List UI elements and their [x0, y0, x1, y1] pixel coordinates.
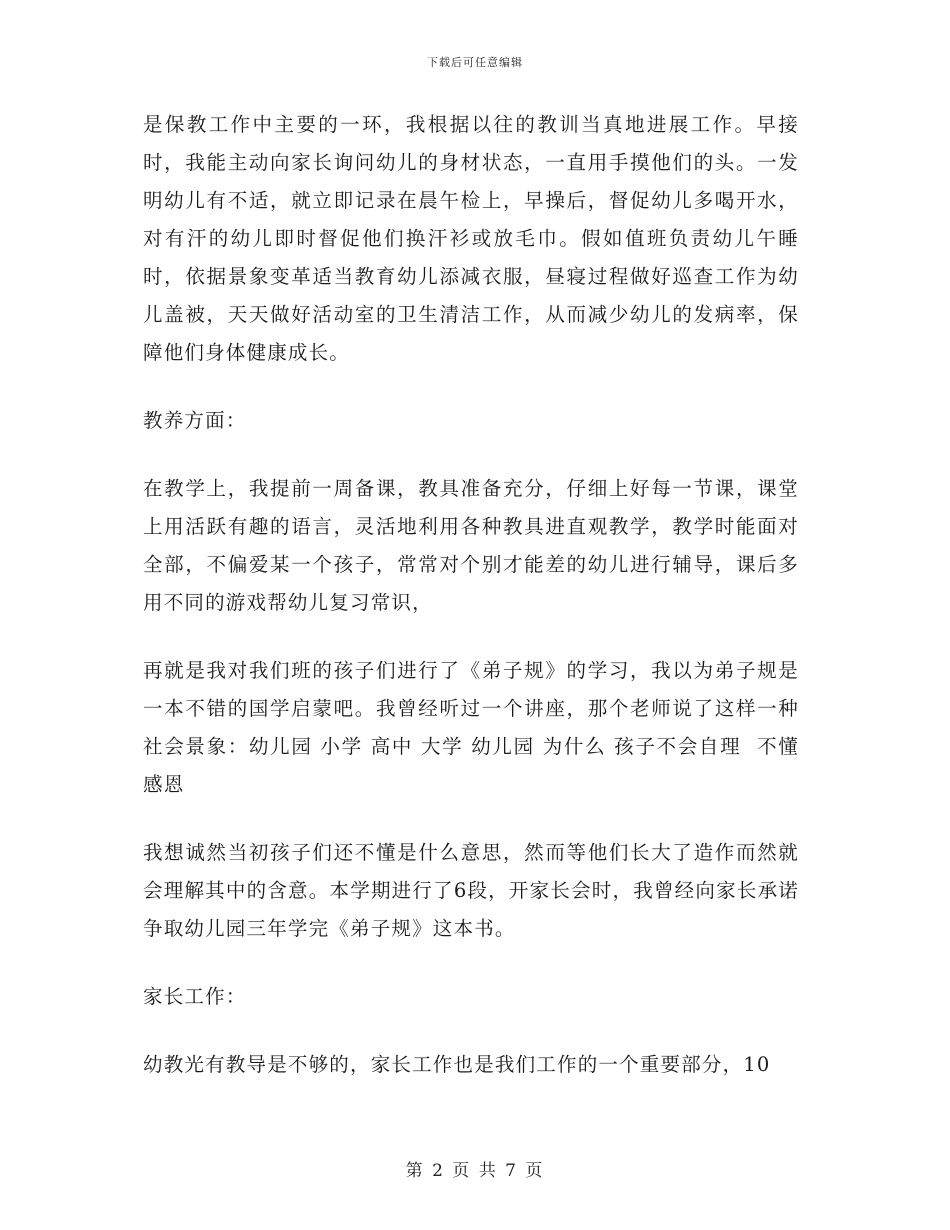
paragraph-parent-work: 幼教光有教导是不够的，家长工作也是我们工作的一个重要部分，10: [143, 1053, 771, 1076]
document-body: [143, 106, 799, 1084]
page-header-note: 下载后可任意编辑: [427, 56, 523, 69]
heading-parent-work: 家长工作：: [143, 985, 247, 1008]
paragraph-teaching: 在教学上，我提前一周备课，教具准备充分，仔细上好每一节课，课堂上用活跃有趣的语言，灵活地利用各种教具进直观教学，教学时能面对全部，不偏爱某一个孩子，常常对个别才能差的幼儿进行辅导，课后多用不同的游戏帮幼儿复习常识，: [143, 477, 799, 614]
paragraph-health-care: 是保教工作中主要的一环，我根据以往的教训当真地进展工作。早接时，我能主动向家长询问幼儿的身材状态，一直用手摸他们的头。一发明幼儿有不适，就立即记录在晨午检上，早操后，督促幼儿多喝开水，对有汗的幼儿即时督促他们换汗衫或放毛巾。假如值班负责幼儿午睡时，依据景象变革适当教育幼儿添减衣服，昼寝过程做好巡查工作为幼儿盖被，天天做好活动室的卫生清洁工作，从而减少幼儿的发病率，保障他们身体健康成长。: [143, 113, 799, 364]
page-number: 第 2 页 共 7 页: [405, 1161, 545, 1181]
paragraph-dizigui: 再就是我对我们班的孩子们进行了《弟子规》的学习，我以为弟子规是一本不错的国学启蒙吧。我曾经听过一个讲座，那个老师说了这样一种社会景象：幼儿园 小学 高中 大学 幼儿园 为什么 孩子不会自理 不懂感恩: [143, 659, 799, 796]
heading-teaching: 教养方面：: [143, 409, 247, 432]
paragraph-understanding: 我想诚然当初孩子们还不懂是什么意思，然而等他们长大了造作而然就会理解其中的含意。本学期进行了6段，开家长会时，我曾经向家长承诺争取幼儿园三年学完《弟子规》这本书。: [143, 841, 799, 940]
